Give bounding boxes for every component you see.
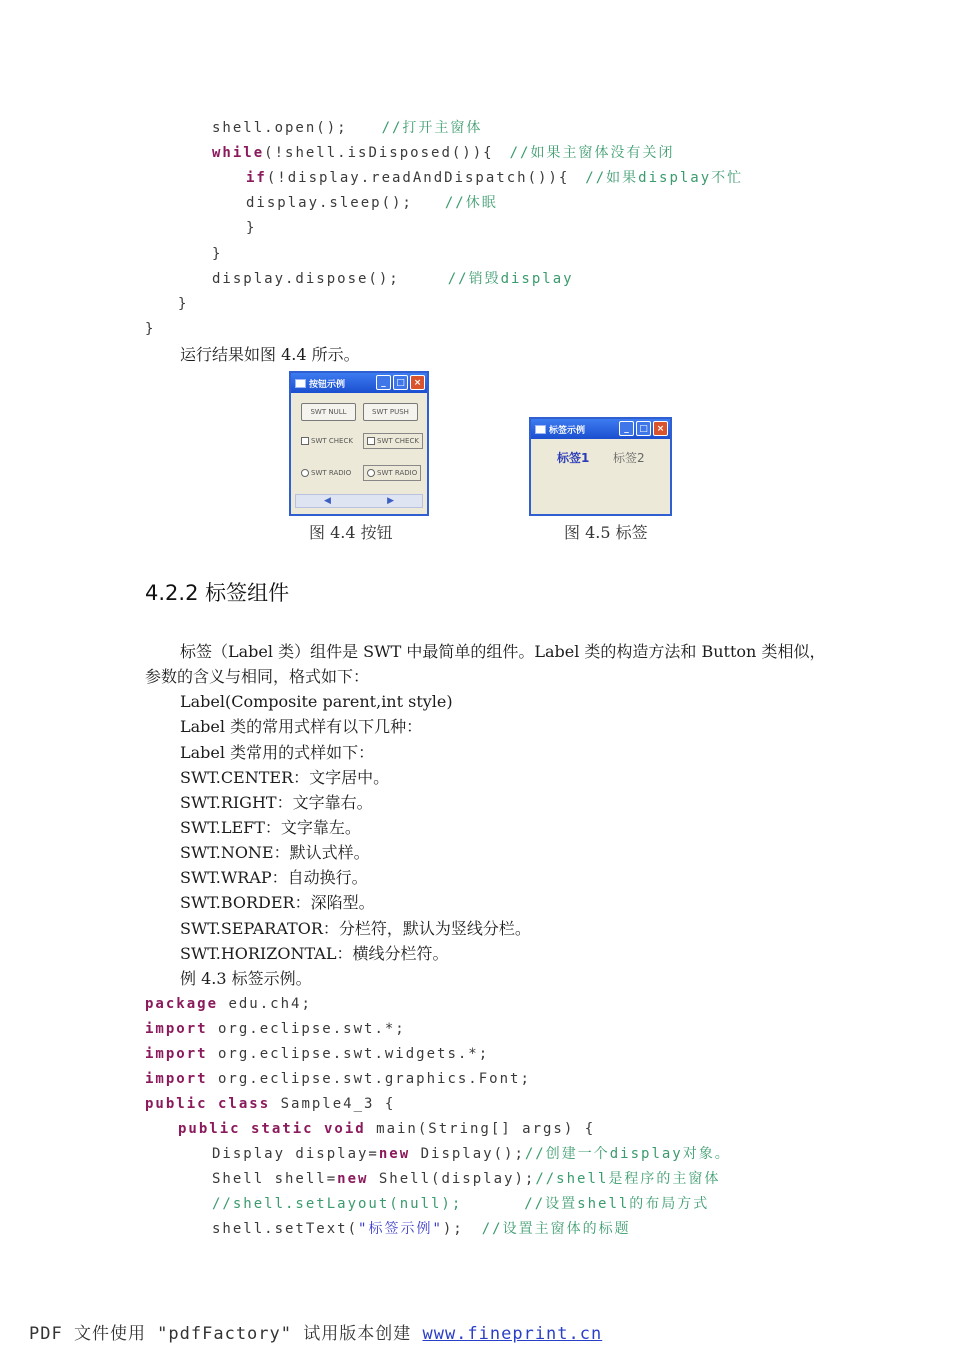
checkbox-icon [367, 437, 375, 445]
swt-check-2[interactable]: SWT CHECK [363, 433, 423, 449]
paragraph-line: 标签（Label 类）组件是 SWT 中最简单的组件。Label 类的构造方法和 Button 类相似， [180, 642, 826, 661]
paragraph-line: 参数的含义与相同，格式如下： [145, 667, 370, 686]
code-line: import org.eclipse.swt.widgets.*; [145, 1046, 490, 1062]
footer-text: PDF 文件使用 "pdfFactory" 试用版本创建 [29, 1324, 423, 1344]
code-line: } [145, 321, 156, 337]
result-text: 运行结果如图 4.4 所示。 [180, 345, 360, 364]
swt-radio-1[interactable]: SWT RADIO [301, 469, 351, 477]
style-item: SWT.WRAP：自动换行。 [180, 868, 368, 887]
code-line: import org.eclipse.swt.graphics.Font; [145, 1071, 531, 1087]
swt-radio-2[interactable]: SWT RADIO [363, 465, 421, 481]
code-line: while(!shell.isDisposed()){ //如果主窗体没有关闭 [212, 145, 675, 161]
swt-push-button[interactable]: SWT PUSH [363, 403, 418, 421]
radio-icon [367, 469, 375, 477]
code-line: Shell shell=new Shell(display);//shell是程序的主窗体 [212, 1171, 721, 1187]
label-1: 标签1 [557, 451, 590, 465]
app-icon [535, 425, 546, 434]
figure-caption: 图 4.4 按钮 [309, 523, 393, 542]
code-line: shell.open(); //打开主窗体 [212, 120, 483, 136]
checkbox-icon [301, 437, 309, 445]
code-line: } [212, 246, 223, 262]
arrow-right-icon[interactable]: ▶ [387, 496, 394, 506]
example-title: 例 4.3 标签示例。 [180, 969, 312, 988]
footer-link[interactable]: www.fineprint.cn [422, 1324, 603, 1344]
window-title: 按钮示例 [309, 379, 346, 390]
code-line: if(!display.readAndDispatch()){ //如果display不忙 [246, 170, 744, 186]
code-line: public class Sample4_3 { [145, 1096, 396, 1112]
minimize-icon[interactable]: _ [376, 375, 391, 390]
paragraph-line: Label 类的常用式样有以下几种： [180, 717, 423, 736]
swt-check-1[interactable]: SWT CHECK [301, 437, 353, 445]
style-item: SWT.SEPARATOR：分栏符，默认为竖线分栏。 [180, 919, 531, 938]
arrow-bar[interactable] [295, 494, 423, 508]
radio-icon [301, 469, 309, 477]
code-line: //shell.setLayout(null); //设置shell的布局方式 [212, 1196, 710, 1212]
label-example-window [529, 417, 672, 516]
code-line: Display display=new Display();//创建一个display对象。 [212, 1146, 731, 1162]
code-line: display.sleep(); //休眠 [246, 195, 498, 211]
button-example-window [289, 371, 429, 516]
minimize-icon[interactable]: _ [619, 421, 634, 436]
code-line: } [246, 220, 257, 236]
maximize-icon[interactable]: □ [393, 375, 408, 390]
code-line: display.dispose(); //销毁display [212, 271, 574, 287]
style-item: SWT.BORDER：深陷型。 [180, 893, 375, 912]
style-item: SWT.LEFT：文字靠左。 [180, 818, 361, 837]
window-titlebar [291, 373, 427, 393]
arrow-left-icon[interactable]: ◀ [324, 496, 331, 506]
style-item: SWT.NONE：默认式样。 [180, 843, 370, 862]
close-icon[interactable]: × [653, 421, 668, 436]
section-heading: 4.2.2 标签组件 [145, 581, 290, 605]
close-icon[interactable]: × [410, 375, 425, 390]
window-title: 标签示例 [549, 425, 586, 436]
maximize-icon[interactable]: □ [636, 421, 651, 436]
code-line: import org.eclipse.swt.*; [145, 1021, 406, 1037]
style-item: SWT.HORIZONTAL：横线分栏符。 [180, 944, 449, 963]
style-item: SWT.CENTER：文字居中。 [180, 768, 390, 787]
figure-caption: 图 4.5 标签 [564, 523, 648, 542]
pdf-footer [29, 1319, 602, 1344]
swt-null-button[interactable]: SWT NULL [301, 403, 356, 421]
app-icon [295, 379, 306, 388]
code-line: package edu.ch4; [145, 996, 312, 1012]
code-line: } [178, 296, 189, 312]
constructor-signature: Label(Composite parent,int style) [180, 692, 453, 711]
label-2: 标签2 [613, 451, 645, 465]
window-titlebar [531, 419, 670, 439]
style-item: SWT.RIGHT：文字靠右。 [180, 793, 373, 812]
code-line: public static void main(String[] args) { [178, 1121, 596, 1137]
code-line: shell.setText("标签示例"); //设置主窗体的标题 [212, 1221, 631, 1237]
paragraph-line: Label 类常用的式样如下： [180, 743, 375, 762]
